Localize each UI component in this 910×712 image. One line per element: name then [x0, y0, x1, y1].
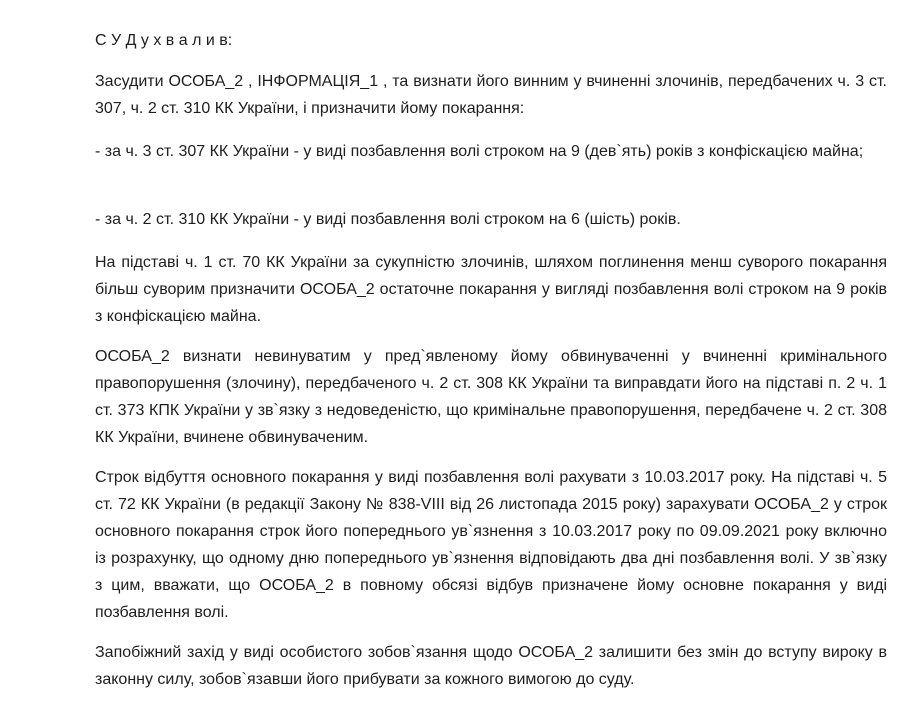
paragraph-sentence: Засудити ОСОБА_2 , ІНФОРМАЦІЯ_1 , та визнати його винним у вчиненні злочинів, передбачених ч. 3 ст. 307, ч. 2 ст. 310 КК України, і призначити йому покарання: [95, 73, 887, 117]
paragraph-preventive-measure: Запобіжний захід у виді особистого зобов`язання щодо ОСОБА_2 залишити без змін до вступу вироку в законну силу, зобов`язавши його прибувати за кожного вимогою до суду. [95, 644, 887, 688]
ruling-heading: С У Д у х в а л и в: [95, 32, 233, 49]
paragraph-acquittal: ОСОБА_2 визнати невинуватим у пред`явленому йому обвинуваченні у вчиненні кримінального правопорушення (злочину), передбаченого ч. 2 ст. 308 КК України та виправдати його на підставі п. 2 ч. 1 ст. 373 КПК України у зв`язку з недоведеністю, що кримінальне правопорушення, передбачене ч. 2 ст. 308 КК України, вчинене обвинуваченим. [95, 348, 887, 446]
paragraph-aggregate-penalty: На підставі ч. 1 ст. 70 КК України за сукупністю злочинів, шляхом поглинення менш суворого покарання більш суворим призначити ОСОБА_2 остаточне покарання у вигляді позбавлення волі строком на 9 років з конфіскацією майна. [95, 254, 887, 325]
paragraph-penalty-art-307: - за ч. 3 ст. 307 КК України - у виді позбавлення волі строком на 9 (дев`ять) років з конфіскацією майна; [95, 143, 864, 160]
paragraph-term-calculation: Строк відбуття основного покарання у виді позбавлення волі рахувати з 10.03.2017 року. На підставі ч. 5 ст. 72 КК України (в редакції Закону № 838-VIII від 26 листопада 2015 року) зарахувати ОСОБА_2 у строк основного покарання строк його попереднього ув`язнення з 10.03.2017 року по 09.09.2021 року включно із розрахунку, що одному дню попереднього ув`язнення відповідають два дні позбавлення волі. У зв`язку з цим, вважати, що ОСОБА_2 в повному обсязі відбув призначене йому основне покарання у виді позбавлення волі. [95, 469, 887, 621]
paragraph-penalty-art-310: - за ч. 2 ст. 310 КК України - у виді позбавлення волі строком на 6 (шість) років. [95, 211, 681, 228]
